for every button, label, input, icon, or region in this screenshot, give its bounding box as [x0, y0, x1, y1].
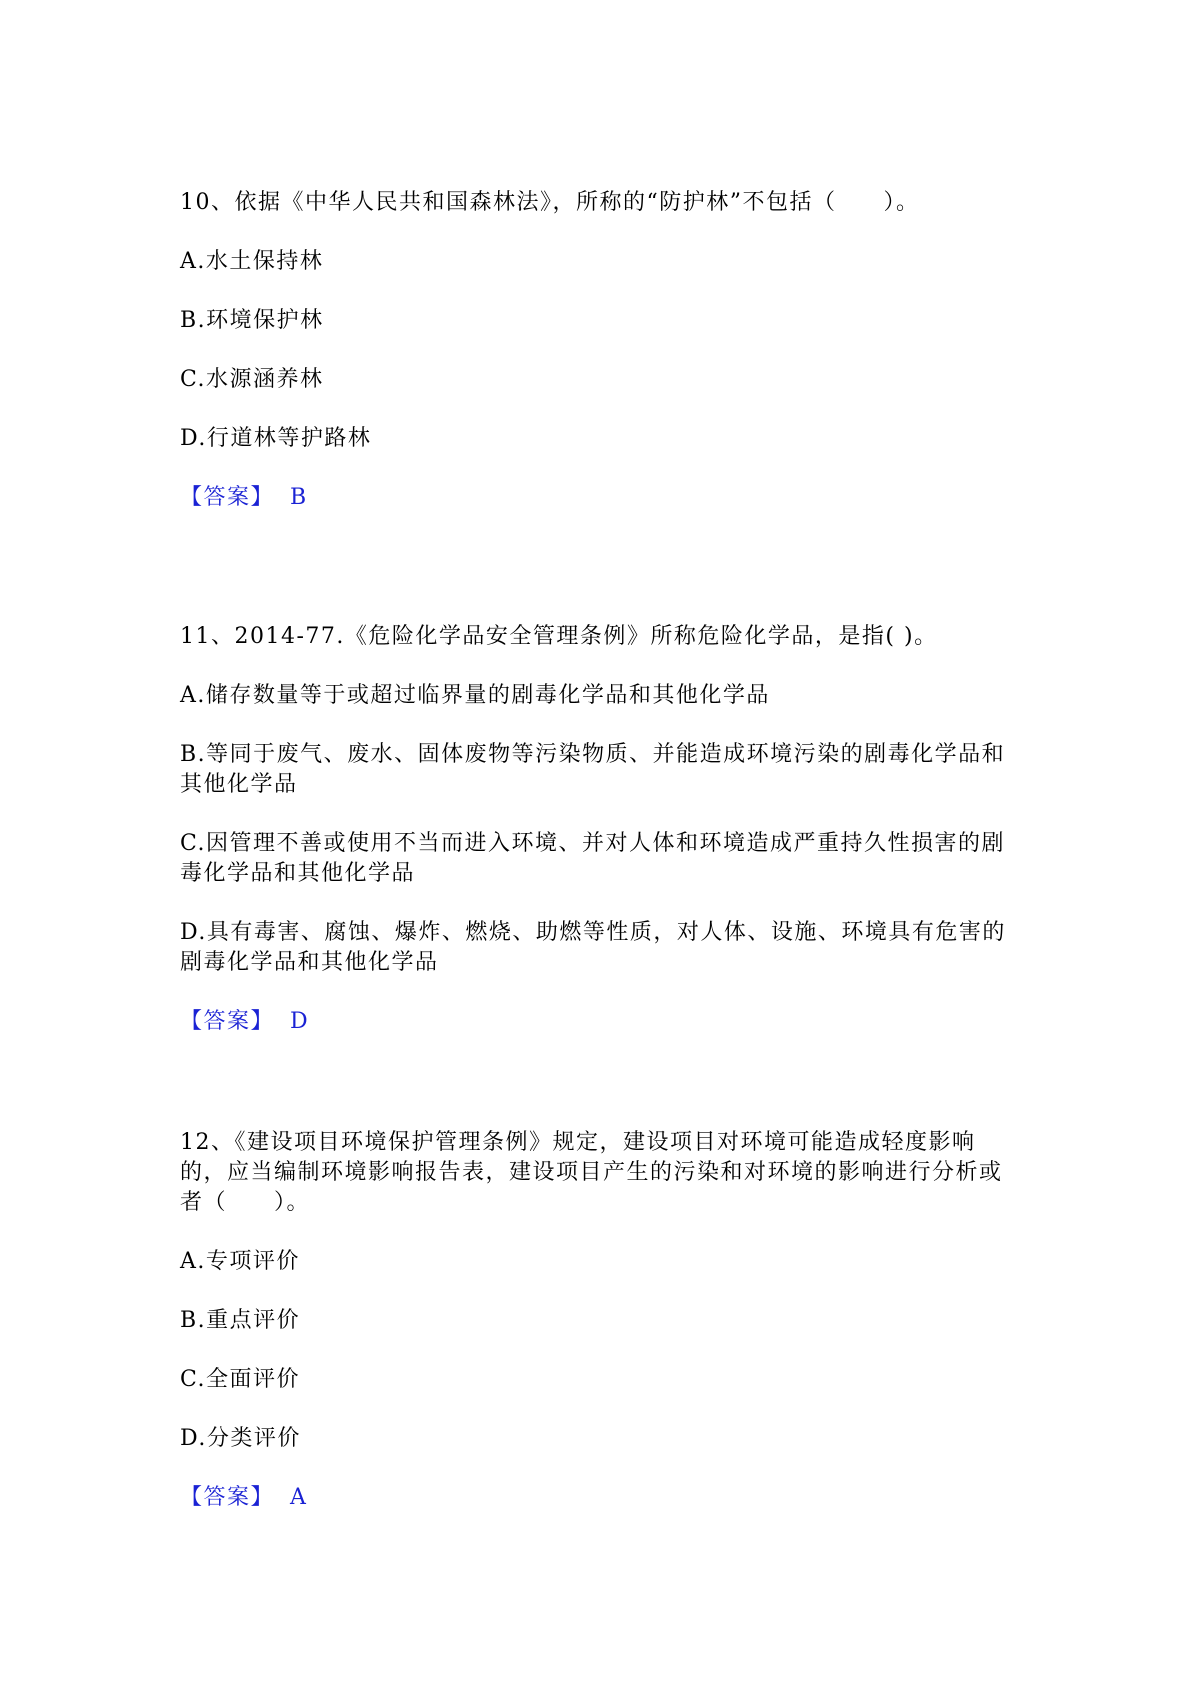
question-stem: 12、《建设项目环境保护管理条例》规定，建设项目对环境可能造成轻度影响的，应当编制环境影响报告表，建设项目产生的污染和对环境的影响进行分析或者（ ）。	[180, 1130, 1003, 1215]
answer-value: A	[290, 1485, 308, 1510]
question-12	[180, 1128, 1010, 1513]
option-a: A.储存数量等于或超过临界量的剧毒化学品和其他化学品	[180, 683, 770, 708]
option-c: C.因管理不善或使用不当而进入环境、并对人体和环境造成严重持久性损害的剧毒化学品和其他化学品	[180, 831, 1006, 886]
answer-value: B	[290, 485, 308, 510]
question-stem: 10、依据《中华人民共和国森林法》，所称的“防护林”不包括（ ）。	[180, 190, 920, 215]
answer-label: 【答案】	[180, 485, 275, 510]
answer-row	[180, 1483, 1010, 1513]
answer-row	[180, 1007, 1010, 1037]
option-d: D.分类评价	[180, 1426, 301, 1451]
option-a: A.专项评价	[180, 1249, 300, 1274]
option-b: B.环境保护林	[180, 308, 324, 333]
answer-label: 【答案】	[180, 1009, 275, 1034]
question-11	[180, 622, 1010, 1037]
option-d: D.行道林等护路林	[180, 426, 372, 451]
option-a: A.水土保持林	[180, 249, 324, 274]
option-b: B.重点评价	[180, 1308, 301, 1333]
answer-row	[180, 483, 1010, 513]
answer-value: D	[290, 1009, 310, 1034]
question-10	[180, 188, 1010, 513]
option-b: B.等同于废气、废水、固体废物等污染物质、并能造成环境污染的剧毒化学品和其他化学品	[180, 742, 1006, 797]
option-c: C.全面评价	[180, 1367, 301, 1392]
option-c: C.水源涵养林	[180, 367, 324, 392]
question-stem: 11、2014-77.《危险化学品安全管理条例》所称危险化学品，是指( )。	[180, 624, 938, 649]
answer-label: 【答案】	[180, 1485, 275, 1510]
option-d: D.具有毒害、腐蚀、爆炸、燃烧、助燃等性质，对人体、设施、环境具有危害的剧毒化学品和其他化学品	[180, 920, 1006, 975]
